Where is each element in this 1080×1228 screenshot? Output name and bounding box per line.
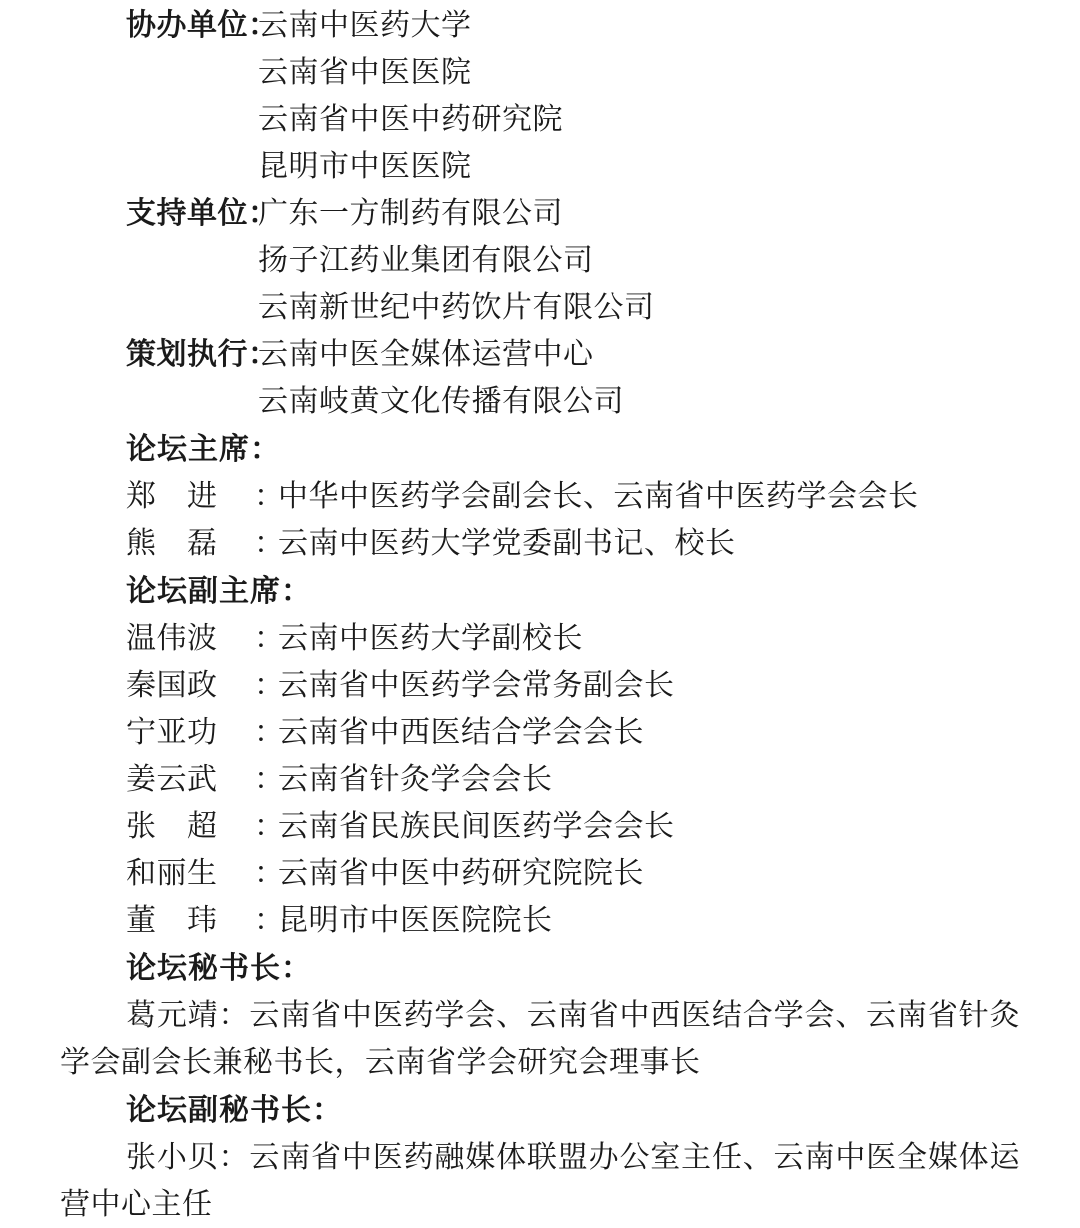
- org-row-continuation: [60, 143, 1020, 190]
- person-name: 郑 进: [126, 479, 218, 514]
- person-description: 云南中医药大学党委副书记、校长: [278, 526, 736, 561]
- person-row: [60, 520, 1020, 567]
- person-description: 云南省中医药学会、云南省中西医结合学会、云南省针灸学会副会长兼秘书长，云南省学会研究会理事长: [60, 998, 1021, 1080]
- person-paragraph: [60, 992, 1020, 1086]
- person-colon: ：: [254, 668, 285, 703]
- person-colon: ：: [254, 715, 285, 750]
- person-name: 温伟波: [126, 621, 218, 656]
- person-row: [60, 473, 1020, 520]
- org-row-continuation: [60, 96, 1020, 143]
- person-colon: ：: [254, 526, 285, 561]
- org-row-continuation: [60, 284, 1020, 331]
- person-description: 昆明市中医医院院长: [278, 903, 553, 938]
- org-row: [60, 2, 1020, 49]
- section-heading: 论坛秘书长：: [126, 951, 312, 986]
- org-value: 云南省中医医院: [258, 55, 472, 90]
- person-name: 葛元靖: [126, 998, 219, 1033]
- section-heading: 论坛主席：: [126, 432, 281, 467]
- org-value: 广东一方制药有限公司: [258, 196, 563, 231]
- org-value: 云南新世纪中药饮片有限公司: [258, 290, 655, 325]
- org-value: 云南省中医中药研究院: [258, 102, 563, 137]
- org-value: 云南岐黄文化传播有限公司: [258, 384, 624, 419]
- person-description: 中华中医药学会副会长、云南省中医药学会会长: [278, 479, 919, 514]
- org-row: [60, 331, 1020, 378]
- person-name: 张 超: [126, 809, 218, 844]
- person-name: 董 玮: [126, 903, 218, 938]
- org-row-continuation: [60, 378, 1020, 425]
- person-description: 云南中医药大学副校长: [278, 621, 583, 656]
- org-value: 云南中医全媒体运营中心: [258, 337, 594, 372]
- section-heading: 论坛副秘书长：: [126, 1093, 343, 1128]
- org-label: 支持单位：: [126, 196, 279, 231]
- spacer: [60, 49, 250, 96]
- spacer: [60, 378, 250, 425]
- person-row: [60, 756, 1020, 803]
- document-body: [60, 0, 1020, 1228]
- person-row: [60, 709, 1020, 756]
- org-value: 云南中医药大学: [258, 8, 472, 43]
- org-label: 策划执行：: [126, 337, 279, 372]
- spacer: [60, 237, 250, 284]
- person-colon: ：: [254, 903, 285, 938]
- org-row-continuation: [60, 49, 1020, 96]
- person-name: 姜云武: [126, 762, 218, 797]
- person-row: [60, 850, 1020, 897]
- person-colon: ：: [254, 479, 285, 514]
- org-value: 昆明市中医医院: [258, 149, 472, 184]
- org-value: 扬子江药业集团有限公司: [258, 243, 594, 278]
- spacer: [60, 143, 250, 190]
- person-colon: ：: [254, 809, 285, 844]
- spacer: [60, 96, 250, 143]
- person-colon: ：: [218, 1140, 250, 1175]
- person-row: [60, 803, 1020, 850]
- person-colon: ：: [254, 621, 285, 656]
- org-label: 协办单位：: [126, 8, 279, 43]
- person-colon: ：: [218, 998, 250, 1033]
- person-colon: ：: [254, 856, 285, 891]
- person-paragraph: [60, 1134, 1020, 1228]
- person-name: 熊 磊: [126, 526, 218, 561]
- section-heading: 论坛副主席：: [126, 574, 312, 609]
- person-name: 张小贝: [126, 1140, 219, 1175]
- person-name: 宁亚功: [126, 715, 218, 750]
- person-description: 云南省中医药融媒体联盟办公室主任、云南中医全媒体运营中心主任: [60, 1140, 1021, 1222]
- org-row-continuation: [60, 237, 1020, 284]
- person-name: 秦国政: [126, 668, 218, 703]
- org-row: [60, 190, 1020, 237]
- person-description: 云南省针灸学会会长: [278, 762, 553, 797]
- person-description: 云南省中医药学会常务副会长: [278, 668, 675, 703]
- person-description: 云南省中医中药研究院院长: [278, 856, 644, 891]
- spacer: [60, 284, 250, 331]
- person-row: [60, 662, 1020, 709]
- person-description: 云南省民族民间医药学会会长: [278, 809, 675, 844]
- person-colon: ：: [254, 762, 285, 797]
- person-name: 和丽生: [126, 856, 218, 891]
- person-description: 云南省中西医结合学会会长: [278, 715, 644, 750]
- person-row: [60, 615, 1020, 662]
- person-row: [60, 897, 1020, 944]
